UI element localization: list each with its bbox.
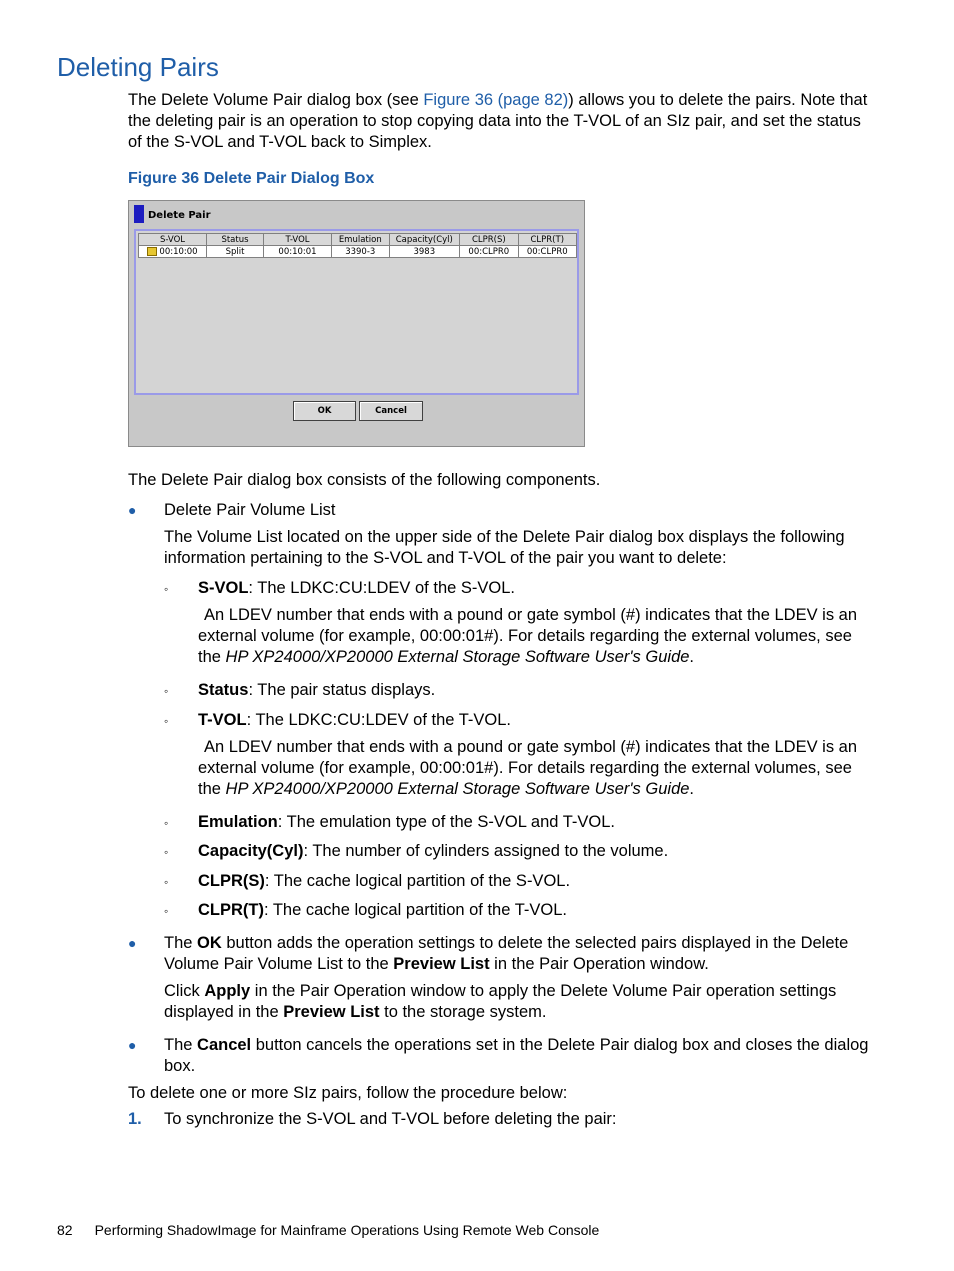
ok-bullet-para-2: Click Apply in the Pair Operation window to apply the Delete Volume Pair operation settings displayed in the Preview List to the storage system.	[164, 982, 837, 1021]
bullet-icon: ●	[128, 502, 137, 518]
figure-caption: Figure 36 Delete Pair Dialog Box	[128, 170, 375, 187]
column-header[interactable]: S-VOL	[139, 234, 207, 246]
figure-link[interactable]: Figure 36 (page 82)	[423, 91, 569, 109]
sub-bullet-icon: ◦	[164, 904, 169, 918]
clprs-item: CLPR(S): The cache logical partition of the S-VOL.	[198, 872, 571, 890]
table-cell: 00:CLPR0	[460, 246, 518, 258]
title-bar-icon	[134, 205, 144, 223]
column-header[interactable]: Emulation	[332, 234, 390, 246]
page-heading: Deleting Pairs	[57, 52, 219, 82]
column-header[interactable]: CLPR(T)	[518, 234, 576, 246]
svol-note: An LDEV number that ends with a pound or gate symbol (#) indicates that the LDEV is an external volume (for example, 00:00:01#). For details regarding the external volumes, see the HP XP24000/XP20000 External Storage Software User's Guide.	[198, 606, 858, 666]
sub-bullet-icon: ◦	[164, 582, 169, 596]
table-cell: 00:CLPR0	[518, 246, 576, 258]
pair-icon	[147, 247, 157, 256]
ok-button[interactable]: OK	[293, 401, 356, 421]
table-cell: 00:10:01	[264, 246, 332, 258]
column-header[interactable]: Status	[207, 234, 264, 246]
capacity-item: Capacity(Cyl): The number of cylinders assigned to the volume.	[198, 842, 669, 860]
volume-list-desc: The Volume List located on the upper side of the Delete Pair dialog box displays the following information pertaining to the S-VOL and T-VOL of the pair you want to delete:	[164, 528, 845, 567]
procedure-intro: To delete one or more SIz pairs, follow the procedure below:	[128, 1084, 568, 1102]
bullet-volume-list-title: Delete Pair Volume List	[164, 501, 336, 519]
cancel-bullet-para: The Cancel button cancels the operations set in the Delete Pair dialog box and closes the dialog box.	[164, 1036, 869, 1075]
step-1-text: To synchronize the S-VOL and T-VOL before deleting the pair:	[164, 1110, 617, 1128]
footer-text: Performing ShadowImage for Mainframe Operations Using Remote Web Console	[94, 1222, 600, 1238]
sub-bullet-icon: ◦	[164, 684, 169, 698]
bullet-icon: ●	[128, 935, 137, 951]
cancel-button[interactable]: Cancel	[359, 401, 423, 421]
intro-paragraph	[128, 90, 873, 153]
tvol-item: T-VOL: The LDKC:CU:LDEV of the T-VOL.	[198, 711, 512, 729]
page-footer	[57, 1222, 599, 1238]
table-cell: Split	[207, 246, 264, 258]
emulation-item: Emulation: The emulation type of the S-VOL and T-VOL.	[198, 813, 615, 831]
step-number: 1.	[128, 1110, 142, 1128]
status-item: Status: The pair status displays.	[198, 681, 436, 699]
volume-list-table	[138, 233, 577, 258]
dialog-title: Delete Pair	[148, 210, 211, 221]
column-header[interactable]: T-VOL	[264, 234, 332, 246]
column-header[interactable]: CLPR(S)	[460, 234, 518, 246]
sub-bullet-icon: ◦	[164, 875, 169, 889]
table-cell: 3390-3	[332, 246, 390, 258]
bullet-icon: ●	[128, 1037, 137, 1053]
consists-paragraph: The Delete Pair dialog box consists of the following components.	[128, 471, 601, 489]
table-cell: 3983	[389, 246, 460, 258]
page-number: 82	[57, 1222, 73, 1238]
table-cell: 00:10:00	[139, 246, 207, 258]
table-header-row	[139, 234, 577, 246]
sub-bullet-icon: ◦	[164, 845, 169, 859]
ok-bullet-para: The OK button adds the operation settings to delete the selected pairs displayed in the Delete Volume Pair Volume List to the Preview List in the Pair Operation window.	[164, 934, 849, 973]
svol-item: S-VOL: The LDKC:CU:LDEV of the S-VOL.	[198, 579, 515, 597]
volume-list-panel	[134, 229, 579, 395]
sub-bullet-icon: ◦	[164, 714, 169, 728]
column-header[interactable]: Capacity(Cyl)	[389, 234, 460, 246]
tvol-note: An LDEV number that ends with a pound or gate symbol (#) indicates that the LDEV is an external volume (for example, 00:00:01#). For details regarding the external volumes, see the HP XP24000/XP20000 External Storage Software User's Guide.	[198, 738, 858, 798]
intro-text-2: ) allows you to delete the pairs. Note that the deleting pair is an operation to stop copying data into the T-VOL of an SIz pair, and set the status of the S-VOL and T-VOL back to Simplex.	[128, 91, 868, 151]
delete-pair-dialog	[128, 200, 585, 447]
sub-bullet-icon: ◦	[164, 816, 169, 830]
intro-text-1: The Delete Volume Pair dialog box (see	[128, 91, 424, 109]
table-row[interactable]	[139, 246, 577, 258]
clprt-item: CLPR(T): The cache logical partition of the T-VOL.	[198, 901, 567, 919]
